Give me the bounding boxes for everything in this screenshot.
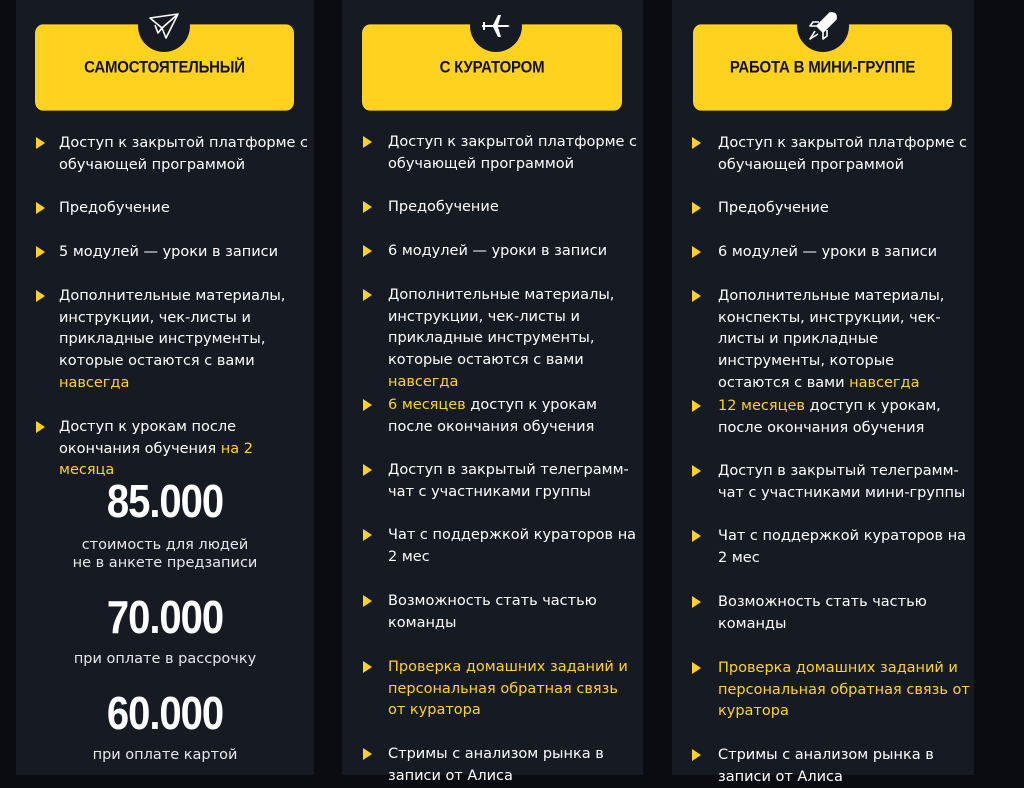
feature-item: Предобучение <box>16 198 314 220</box>
feature-item: Предобучение <box>672 198 974 220</box>
bullet-icon <box>692 202 701 214</box>
price-installment <box>16 592 314 668</box>
feature-item: 6 модулей — уроки в записи <box>342 241 643 263</box>
feature-item: Проверка домашних заданий и персональная обратная связь от куратора <box>672 658 974 723</box>
feature-item: Доступ к закрытой платформе с обучающей программой <box>16 133 314 176</box>
bullet-icon <box>692 137 701 149</box>
feature-item: Возможность стать частью команды <box>342 591 643 634</box>
bullet-icon <box>36 421 45 433</box>
paper-plane-icon <box>138 0 190 52</box>
bullet-icon <box>692 290 701 302</box>
feature-item: Предобучение <box>342 197 643 219</box>
bullet-icon <box>363 595 372 607</box>
price-amount: 85.000 <box>106 476 224 528</box>
plan-card-mini-group <box>672 0 974 785</box>
feature-item: Доступ к закрытой платформе с обучающей программой <box>342 132 643 175</box>
price-note: стоимость для людей не в анкете предзаписи <box>72 537 258 571</box>
feature-item: Доступ к закрытой платформе с обучающей программой <box>672 133 974 176</box>
plan-card-curator <box>342 0 643 784</box>
bullet-icon <box>363 748 372 760</box>
feature-item: Стримы с анализом рынка в записи от Алиса <box>672 745 974 788</box>
bullet-icon <box>363 399 372 411</box>
bullet-icon <box>363 529 372 541</box>
rocket-icon <box>797 0 849 52</box>
plan-title[interactable]: РАБОТА В МИНИ-ГРУППЕ <box>693 24 952 110</box>
feature-item: 12 месяцев доступ к урокам, после окончания обучения <box>672 396 974 439</box>
feature-item: Проверка домашних заданий и персональная обратная связь от куратора <box>342 657 643 722</box>
feature-item: Доступ в закрытый телеграмм-чат с участниками группы <box>342 460 643 503</box>
feature-list <box>672 0 974 785</box>
plan-card-self <box>16 0 314 775</box>
plan-title[interactable]: С КУРАТОРОМ <box>362 24 622 110</box>
bullet-icon <box>692 749 701 761</box>
feature-item: Доступ в закрытый телеграмм-чат с участниками мини-группы <box>672 461 974 504</box>
feature-item: Чат с поддержкой кураторов на 2 мес <box>342 525 643 568</box>
bullet-icon <box>363 289 372 301</box>
bullet-icon <box>363 245 372 257</box>
feature-item: 6 модулей — уроки в записи <box>672 242 974 264</box>
plan-title[interactable]: САМОСТОЯТЕЛЬНЫЙ <box>35 24 294 110</box>
feature-item: Стримы с анализом рынка в записи от Алиса <box>342 744 643 787</box>
bullet-icon <box>363 201 372 213</box>
bullet-icon <box>692 596 701 608</box>
price-note: при оплате картой <box>92 747 238 763</box>
bullet-icon <box>692 530 701 542</box>
feature-item: Чат с поддержкой кураторов на 2 мес <box>672 526 974 569</box>
airplane-icon <box>470 0 522 52</box>
bullet-icon <box>36 290 45 302</box>
bullet-icon <box>692 246 701 258</box>
bullet-icon <box>692 400 701 412</box>
bullet-icon <box>36 202 45 214</box>
feature-item: Доступ к урокам после окончания обучения на 2 месяца <box>16 417 314 482</box>
feature-list <box>342 0 643 784</box>
bullet-icon <box>692 662 701 674</box>
feature-item: 5 модулей — уроки в записи <box>16 242 314 264</box>
bullet-icon <box>36 246 45 258</box>
price-full <box>16 476 314 572</box>
bullet-icon <box>363 136 372 148</box>
feature-item: Дополнительные материалы, конспекты, инструкции, чек-листы и прикладные инструменты, которые остаются с вами навсегда <box>672 286 974 395</box>
bullet-icon <box>36 137 45 149</box>
price-amount: 70.000 <box>106 592 224 644</box>
feature-item: Дополнительные материалы, инструкции, чек-листы и прикладные инструменты, которые остаются с вами навсегда <box>16 286 314 395</box>
price-note: при оплате в рассрочку <box>73 651 257 667</box>
feature-item: Дополнительные материалы, инструкции, чек-листы и прикладные инструменты, которые остаются с вами навсегда <box>342 285 643 394</box>
feature-item: Возможность стать частью команды <box>672 592 974 635</box>
price-card <box>16 688 314 764</box>
price-amount: 60.000 <box>106 688 224 740</box>
bullet-icon <box>363 464 372 476</box>
feature-item: 6 месяцев доступ к урокам после окончания обучения <box>342 395 643 438</box>
bullet-icon <box>363 661 372 673</box>
bullet-icon <box>692 465 701 477</box>
